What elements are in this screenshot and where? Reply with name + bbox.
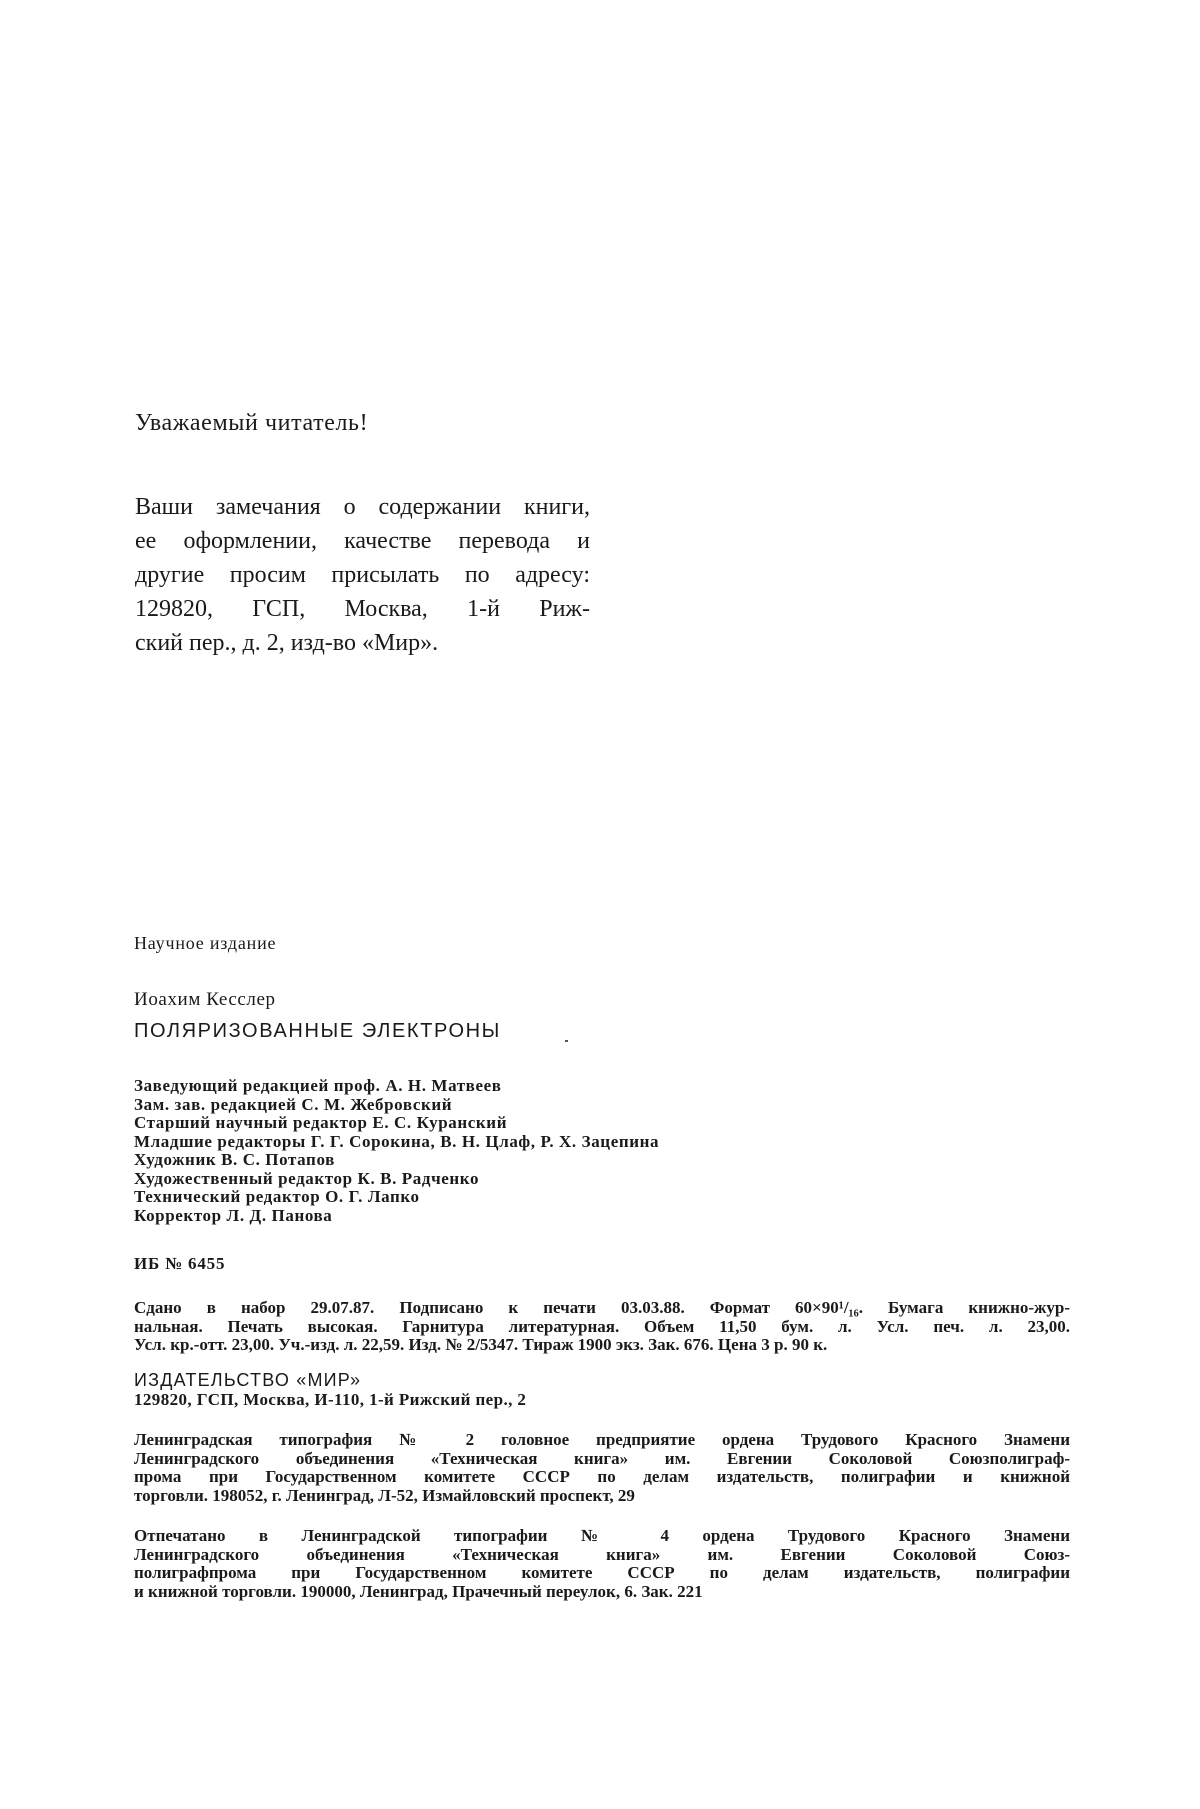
printer-secondary-line: Ленинградского объединения «Техническая книга» им. Евгении Соколовой Союз- bbox=[134, 1544, 1070, 1564]
appeal-line: Ваши замечания о содержании книги, bbox=[135, 494, 590, 520]
staff-line: Заведующий редакцией проф. А. Н. Матвеев bbox=[134, 1076, 502, 1095]
reader-appeal bbox=[135, 408, 590, 660]
printer-main-line: Ленинградского объединения «Техническая книга» им. Евгении Соколовой Союзполиграф- bbox=[134, 1448, 1070, 1468]
printer-secondary-line: полиграфпрома при Государственном комитете СССР по делам издательств, полиграфии bbox=[134, 1563, 1070, 1582]
print-data-line: Сдано в набор 29.07.87. Подписано к печати 03.03.88. Формат 60×90¹/₁₆. Бумага книжно-жур- bbox=[134, 1298, 1070, 1317]
publication-type: Научное издание bbox=[134, 933, 277, 953]
book-author: Иоахим Кесслер bbox=[134, 989, 276, 1010]
staff-line: Младшие редакторы Г. Г. Сорокина, В. Н. Цлаф, Р. Х. Зацепина bbox=[134, 1131, 660, 1151]
publisher-address: 129820, ГСП, Москва, И-110, 1-й Рижский пер., 2 bbox=[134, 1389, 527, 1409]
staff-line: Художественный редактор К. В. Радченко bbox=[134, 1168, 480, 1188]
appeal-line: ский пер., д. 2, изд-во «Мир». bbox=[135, 630, 439, 656]
editorial-staff bbox=[134, 1077, 1070, 1225]
printer-main-line: прома при Государственном комитете СССР по делам издательств, полиграфии и книжной bbox=[134, 1467, 1070, 1486]
print-data-line: нальная. Печать высокая. Гарнитура литературная. Объем 11,50 бум. л. Усл. печ. л. 23,00. bbox=[134, 1316, 1070, 1336]
printer-secondary-line: Отпечатано в Ленинградской типографии № 4 ордена Трудового Красного Знамени bbox=[134, 1526, 1070, 1545]
staff-line: Художник В. С. Потапов bbox=[134, 1150, 335, 1169]
appeal-line: другие просим присылать по адресу: bbox=[135, 562, 590, 588]
publisher bbox=[134, 1369, 1070, 1410]
staff-line: Корректор Л. Д. Панова bbox=[134, 1205, 333, 1225]
printer-main bbox=[134, 1431, 1070, 1505]
staff-line: Зам. зав. редакцией С. М. Жебровский bbox=[134, 1094, 453, 1114]
ib-number: ИБ № 6455 bbox=[134, 1254, 226, 1273]
book-title: ПОЛЯРИЗОВАННЫЕ ЭЛЕКТРОНЫ bbox=[134, 1020, 501, 1042]
appeal-body bbox=[135, 490, 590, 660]
appeal-greeting: Уважаемый читатель! bbox=[135, 410, 369, 436]
printer-main-line: торговли. 198052, г. Ленинград, Л-52, Измайловский проспект, 29 bbox=[134, 1485, 635, 1505]
publisher-name: ИЗДАТЕЛЬСТВО «МИР» bbox=[134, 1369, 362, 1390]
staff-line: Старший научный редактор Е. С. Куранский bbox=[134, 1113, 508, 1132]
colophon bbox=[134, 932, 1070, 1601]
print-data-line: Усл. кр.-отт. 23,00. Уч.-изд. л. 22,59. Изд. № 2/5347. Тираж 1900 экз. Зак. 676. Цена 3 р. 90 к. bbox=[134, 1335, 828, 1354]
printer-secondary-line: и книжной торговли. 190000, Ленинград, Прачечный переулок, 6. Зак. 221 bbox=[134, 1581, 703, 1601]
appeal-line: ее оформлении, качестве перевода и bbox=[135, 528, 590, 554]
staff-line: Технический редактор О. Г. Лапко bbox=[134, 1187, 420, 1206]
appeal-line: 129820, ГСП, Москва, 1-й Риж- bbox=[135, 596, 590, 622]
print-data bbox=[134, 1299, 1070, 1355]
printer-main-line: Ленинградская типография № 2 головное предприятие ордена Трудового Красного Знамени bbox=[134, 1430, 1070, 1449]
printer-secondary bbox=[134, 1527, 1070, 1601]
